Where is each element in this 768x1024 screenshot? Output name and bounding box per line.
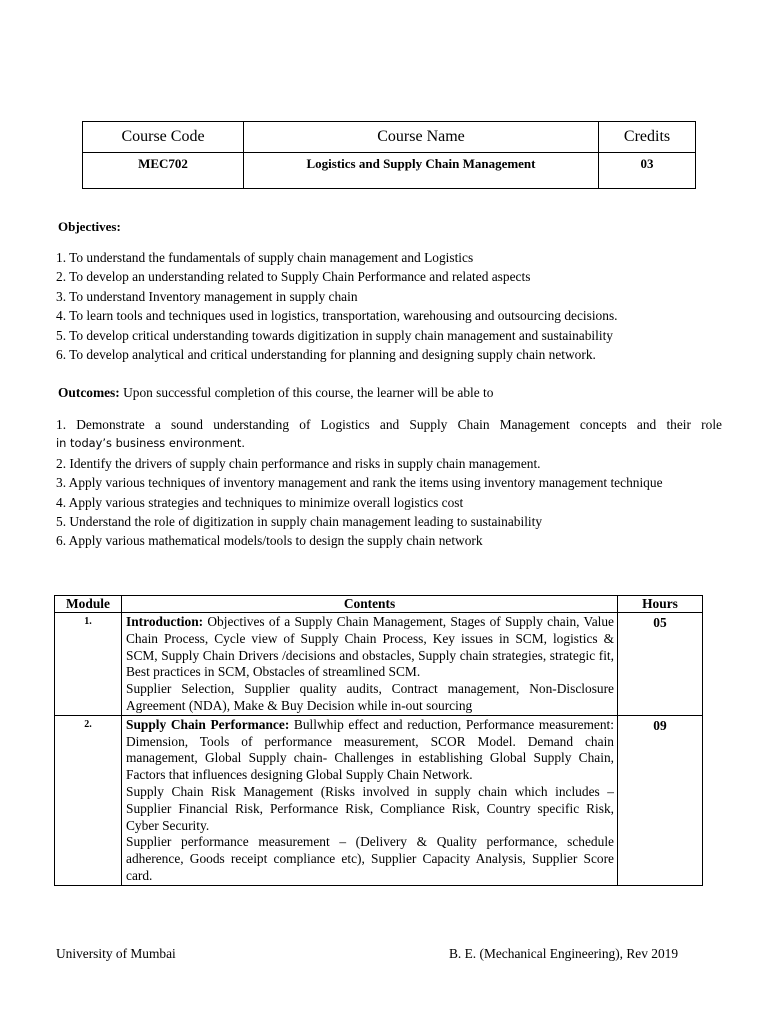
credits-value: 03: [599, 153, 696, 189]
module-table: [54, 595, 703, 886]
objective-item: 5. To develop critical understanding towards digitization in supply chain management and sustainability: [56, 327, 614, 343]
module-title: Supply Chain Performance:: [126, 716, 290, 732]
module-title: Introduction:: [126, 614, 204, 629]
footer-program: B. E. (Mechanical Engineering), Rev 2019: [449, 946, 679, 961]
module-table-header-row: [55, 596, 703, 613]
module-text: Bullwhip effect and reduction, Performance measurement: Dimension, Tools of performance measurement, SCOR Model. Demand chain management, Global Supply chain- Challenges in establishing Global Supply Chain, Factors that influences designing Global Supply Chain Network.: [126, 716, 614, 783]
objective-item: 3. To understand Inventory management in supply chain: [56, 288, 358, 304]
objective-item: 1. To understand the fundamentals of supply chain management and Logistics: [56, 250, 474, 265]
module-contents: [122, 613, 618, 716]
course-code-value: MEC702: [83, 153, 244, 189]
objective-item: 2. To develop an understanding related to Supply Chain Performance and related aspects: [56, 269, 531, 285]
course-name-value: Logistics and Supply Chain Management: [244, 153, 599, 189]
objectives-list: [56, 248, 726, 364]
outcomes-intro-text: Upon successful completion of this course, the learner will be able to: [119, 385, 494, 400]
module-paragraph: [126, 614, 614, 681]
module-hours: 09: [618, 715, 703, 885]
objective-item: 4. To learn tools and techniques used in logistics, transportation, warehousing and outsourcing decisions.: [56, 308, 618, 324]
course-name-header: Course Name: [244, 122, 599, 153]
module-paragraph: Supplier Selection, Supplier quality audits, Contract management, Non-Disclosure Agreement (NDA), Make & Buy Decision while in-out sourcing: [126, 681, 614, 713]
module-paragraph: [126, 717, 614, 784]
outcome-item: 1. Demonstrate a sound understanding of Logistics and Supply Chain Management concepts and their role: [56, 417, 722, 432]
objective-item: 6. To develop analytical and critical understanding for planning and designing supply chain network.: [56, 347, 596, 363]
credits-header: Credits: [599, 122, 696, 153]
table-row: [55, 715, 703, 885]
outcome-item: 5. Understand the role of digitization in supply chain management leading to sustainability: [56, 514, 543, 530]
module-number: 2.: [55, 715, 122, 885]
objectives-heading: Objectives:: [58, 219, 121, 234]
outcome-item: 3. Apply various techniques of inventory management and rank the items using inventory management technique: [56, 475, 663, 491]
module-paragraph: Supplier performance measurement – (Delivery & Quality performance, schedule adherence, Goods receipt compliance etc), Supplier Capacity Analysis, Supplier Score card.: [126, 834, 614, 883]
contents-header: Contents: [122, 596, 618, 613]
outcome-item: 4. Apply various strategies and techniques to minimize overall logistics cost: [56, 494, 464, 510]
module-text: Objectives of a Supply Chain Management, Stages of Supply chain, Value Chain Process, Cycle view of Supply Chain Process, Key issues in SCM, logistics & SCM, Supply Chain Drivers /decisions and obstacles, Supply chain strategies, strategic fit, Best practices in SCM, Obstacles of streamlined SCM.: [126, 614, 614, 680]
course-info-table: [82, 121, 696, 189]
outcome-item: 2. Identify the drivers of supply chain performance and risks in supply chain management.: [56, 455, 541, 471]
outcomes-heading: Outcomes:: [58, 385, 120, 400]
module-hours: 05: [618, 613, 703, 716]
course-table-header-row: [83, 122, 696, 153]
course-code-header: Course Code: [83, 122, 244, 153]
module-header: Module: [55, 596, 122, 613]
module-number: 1.: [55, 613, 122, 716]
module-contents: [122, 715, 618, 885]
outcome-item: 6. Apply various mathematical models/tools to design the supply chain network: [56, 533, 483, 549]
footer-university: University of Mumbai: [56, 946, 176, 961]
table-row: [55, 613, 703, 716]
outcomes-list: [56, 415, 722, 551]
hours-header: Hours: [618, 596, 703, 613]
outcomes-intro: [58, 385, 493, 401]
outcome-item-continuation: in today’s business environment.: [56, 436, 245, 451]
module-paragraph: Supply Chain Risk Management (Risks involved in supply chain which includes – Supplier Financial Risk, Performance Risk, Compliance Risk, Country specific Risk, Cyber Security.: [126, 783, 614, 833]
course-table-value-row: [83, 153, 696, 189]
